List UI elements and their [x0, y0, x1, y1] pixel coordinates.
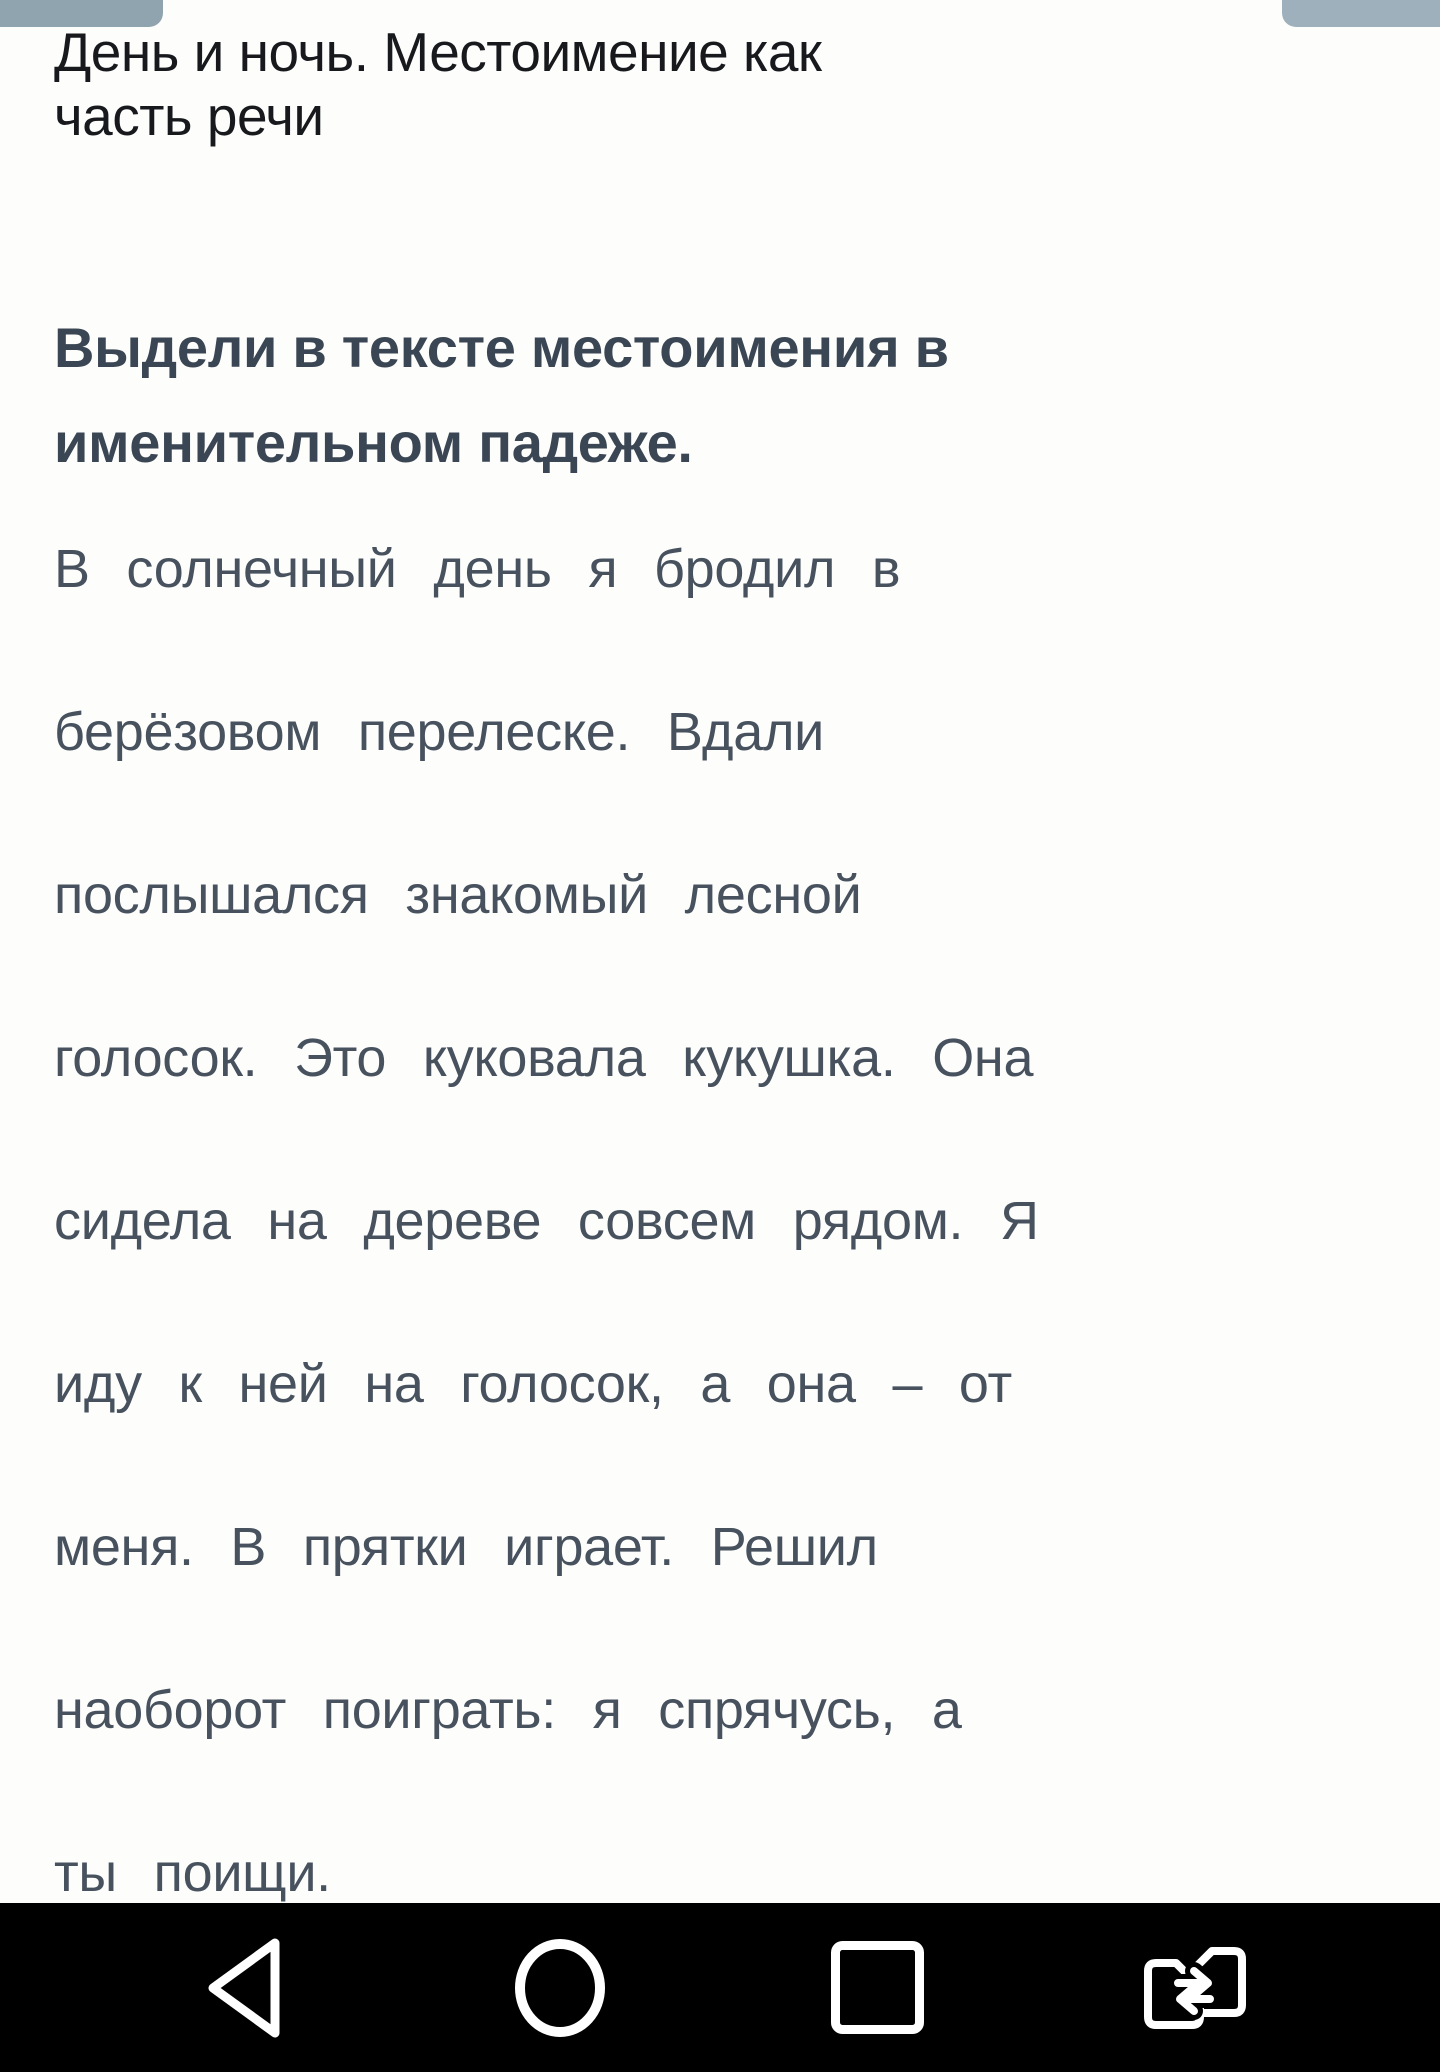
text-line[interactable]: послышался знакомый лесной	[54, 865, 862, 925]
text-line[interactable]: меня. В прятки играет. Решил	[54, 1517, 878, 1577]
home-icon	[514, 1938, 606, 2038]
text-line[interactable]: иду к ней на голосок, а она – от	[54, 1354, 1012, 1414]
text-line[interactable]: ты поищи.	[54, 1843, 331, 1903]
android-navigation-bar	[0, 1903, 1440, 2072]
task-heading-line: Выдели в тексте местоимения в	[54, 316, 949, 379]
back-button[interactable]	[203, 1903, 283, 2072]
home-button[interactable]	[514, 1903, 606, 2072]
lesson-title-line: часть речи	[54, 85, 324, 147]
lesson-title-line: День и ночь. Местоимение как	[54, 21, 822, 83]
exercise-text[interactable]	[54, 488, 1394, 1955]
back-icon	[203, 1936, 283, 2040]
dual-window-icon	[1138, 1947, 1250, 2029]
text-line[interactable]: В солнечный день я бродил в	[54, 539, 901, 599]
recents-button[interactable]	[830, 1903, 925, 2072]
task-heading-line: именительном падеже.	[54, 411, 693, 474]
recents-icon	[830, 1940, 925, 2035]
text-line[interactable]: голосок. Это куковала кукушка. Она	[54, 1028, 1034, 1088]
text-line[interactable]: сидела на дереве совсем рядом. Я	[54, 1191, 1039, 1251]
dual-window-button[interactable]	[1138, 1903, 1250, 2072]
text-line[interactable]: берёзовом перелеске. Вдали	[54, 702, 825, 762]
lesson-title	[54, 20, 1384, 148]
task-heading	[54, 300, 1384, 490]
text-line[interactable]: наоборот поиграть: я спрячусь, а	[54, 1680, 962, 1740]
